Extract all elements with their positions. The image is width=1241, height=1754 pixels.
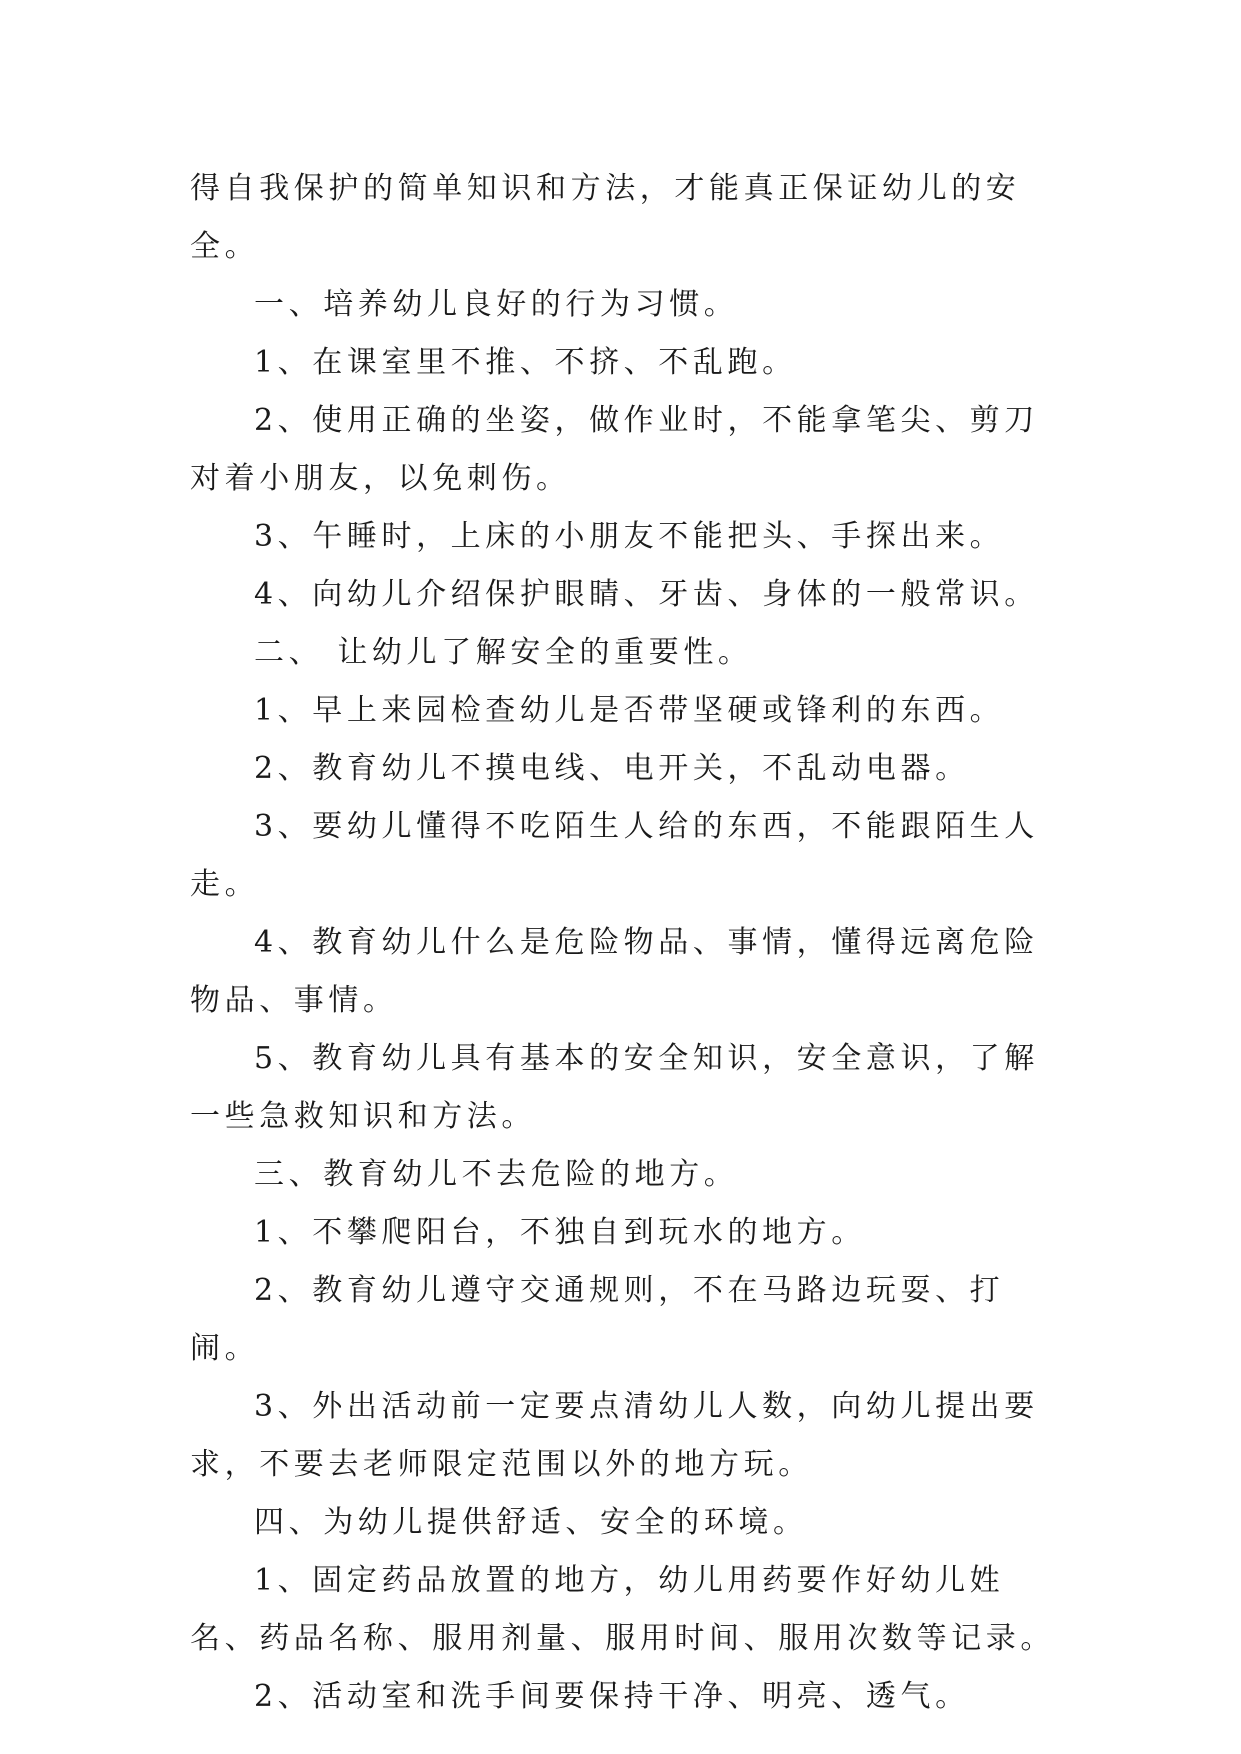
list-item: 5、教育幼儿具有基本的安全知识，安全意识，了解一些急救知识和方法。 (190, 1041, 1039, 1134)
list-item: 2、使用正确的坐姿，做作业时，不能拿笔尖、剪刀对着小朋友，以免刺伤。 (190, 403, 1039, 496)
section-heading: 一、培养幼儿良好的行为习惯。 (254, 287, 739, 322)
list-item: 1、不攀爬阳台，不独自到玩水的地方。 (254, 1215, 866, 1250)
list-item: 2、教育幼儿不摸电线、电开关，不乱动电器。 (254, 751, 970, 786)
list-item: 3、要幼儿懂得不吃陌生人给的东西，不能跟陌生人走。 (190, 809, 1039, 902)
list-item: 3、外出活动前一定要点清幼儿人数，向幼儿提出要求，不要去老师限定范围以外的地方玩。 (190, 1389, 1039, 1482)
list-item: 2、教育幼儿遵守交通规则，不在马路边玩耍、打闹。 (190, 1273, 1005, 1366)
list-item: 4、教育幼儿什么是危险物品、事情，懂得远离危险物品、事情。 (190, 925, 1039, 1018)
list-item: 1、早上来园检查幼儿是否带坚硬或锋利的东西。 (254, 693, 1005, 728)
section-heading: 三、教育幼儿不去危险的地方。 (254, 1157, 739, 1192)
section-heading: 四、为幼儿提供舒适、安全的环境。 (254, 1505, 808, 1540)
list-item: 1、固定药品放置的地方，幼儿用药要作好幼儿姓名、药品名称、服用剂量、服用时间、服用次数等记录。 (190, 1563, 1055, 1656)
section-heading: 二、 让幼儿了解安全的重要性。 (254, 635, 753, 670)
list-item: 3、午睡时，上床的小朋友不能把头、手探出来。 (254, 519, 1005, 554)
list-item: 2、活动室和洗手间要保持干净、明亮、透气。 (254, 1679, 970, 1714)
list-item: 1、在课室里不推、不挤、不乱跑。 (254, 345, 797, 380)
document-body (190, 160, 1060, 1726)
paragraph: 得自我保护的简单知识和方法，才能真正保证幼儿的安全。 (190, 171, 1021, 264)
list-item: 4、向幼儿介绍保护眼睛、牙齿、身体的一般常识。 (254, 577, 1039, 612)
